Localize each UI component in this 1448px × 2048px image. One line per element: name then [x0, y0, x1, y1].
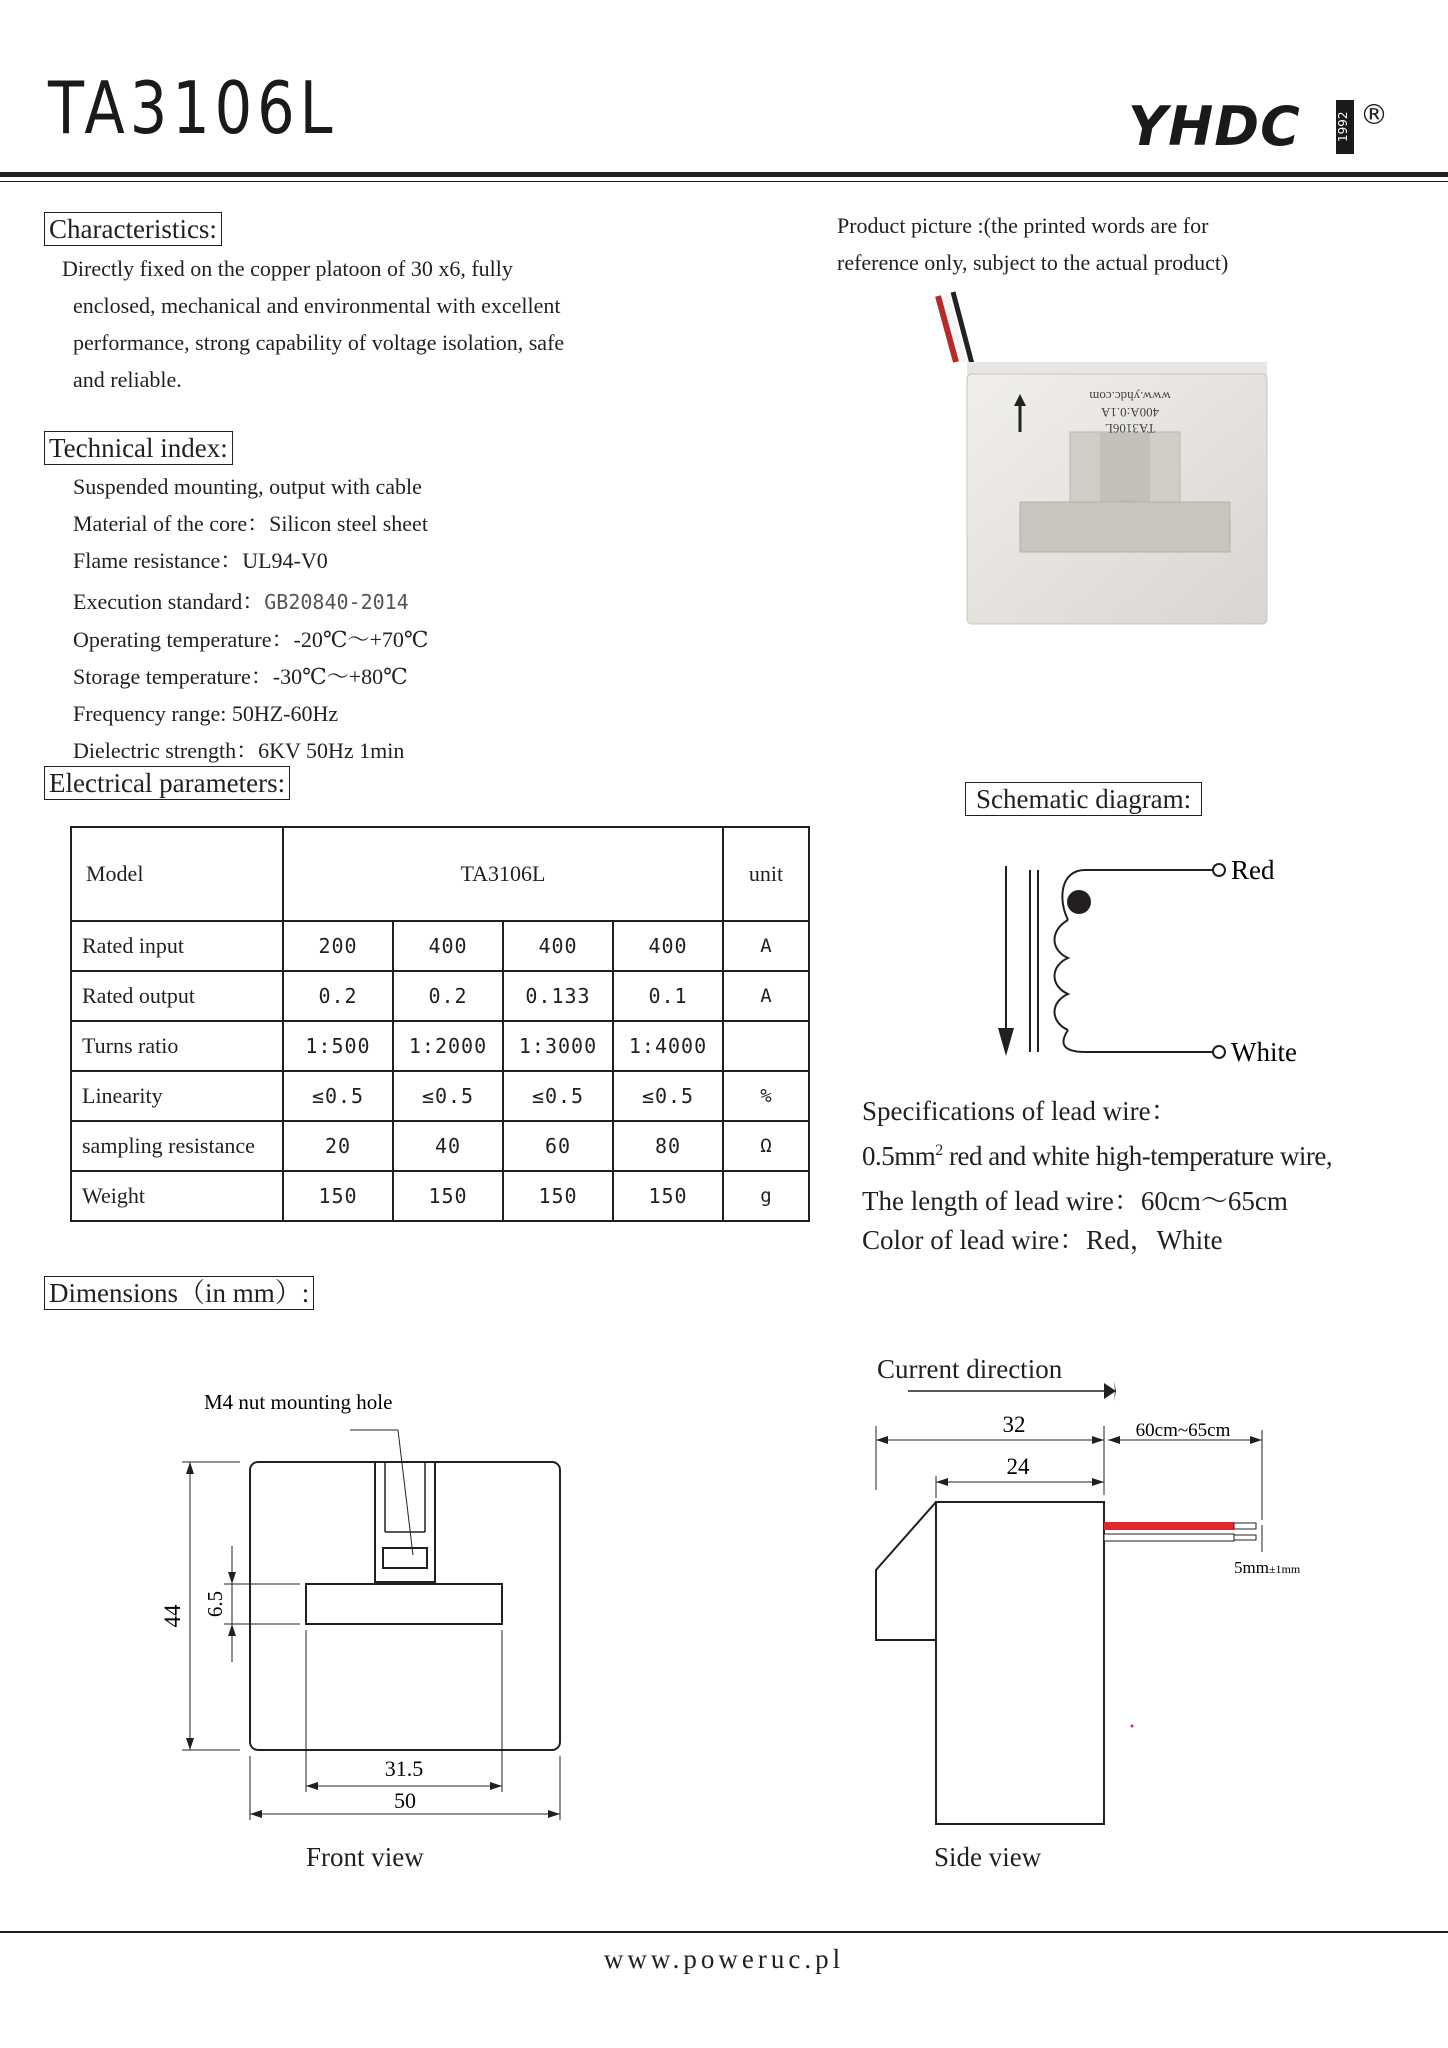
side-view-drawing [860, 1380, 1320, 1840]
flame-value: UL94-V0 [242, 548, 328, 573]
width-dimension: 50 [394, 1788, 416, 1813]
product-picture-caption [837, 207, 1228, 281]
technical-index-list [73, 468, 429, 769]
mounting-spec: Suspended mounting, output with cable [73, 474, 422, 499]
cell: 150 [283, 1171, 393, 1221]
standard-value: GB20840-2014 [264, 590, 409, 614]
cell: 1:500 [283, 1021, 393, 1071]
slot-width-dimension: 31.5 [384, 1756, 424, 1781]
storage-temp-value: -30℃～+80℃ [272, 664, 408, 689]
unit-cell: A [723, 921, 809, 971]
core-label: Material of the core： [73, 511, 270, 536]
cell: 1:3000 [503, 1021, 613, 1071]
white-terminal-icon [1213, 1046, 1225, 1058]
white-wire [1104, 1534, 1234, 1541]
footer-rule [0, 1931, 1448, 1933]
cell: ≤0.5 [613, 1071, 723, 1121]
flame-spec [73, 542, 429, 579]
brand-logo-year: 1992 [1336, 100, 1354, 154]
cell: ≤0.5 [283, 1071, 393, 1121]
product-photo [920, 282, 1280, 642]
current-arrow-icon [998, 1028, 1014, 1056]
brand-logo: YHDC [1128, 95, 1301, 158]
cell: 60 [503, 1121, 613, 1171]
side-body-outline [936, 1502, 1104, 1824]
header-rule [0, 172, 1448, 177]
cell: 200 [283, 921, 393, 971]
operating-temp-label: Operating temperature： [73, 627, 294, 652]
cell: 150 [393, 1171, 503, 1221]
electrical-heading: Electrical parameters: [44, 766, 290, 800]
unit-cell [723, 1021, 809, 1071]
secondary-coil [1055, 920, 1069, 1030]
table-row [71, 1021, 809, 1071]
strip-length-tolerance: ±1mm [1268, 1562, 1301, 1576]
core-spec [73, 505, 429, 542]
cell: 80 [613, 1121, 723, 1171]
slot-height-dimension: 6.5 [203, 1590, 227, 1618]
model-value: TA3106L [283, 827, 723, 921]
photo-label-ratio: 400A:0.1A [1100, 405, 1160, 420]
schematic-heading: Schematic diagram: [965, 782, 1202, 816]
cell: ≤0.5 [393, 1071, 503, 1121]
photo-label-web: www.yhdc.com [1089, 389, 1171, 404]
flame-label: Flame resistance： [73, 548, 243, 573]
lead-wire-color: Color of lead wire：Red，White [862, 1225, 1223, 1255]
unit-cell: g [723, 1171, 809, 1221]
cell: 150 [503, 1171, 613, 1221]
footer-url[interactable]: www.poweruc.pl [603, 1944, 845, 1974]
mounting-hole-callout: M4 nut mounting hole [204, 1390, 393, 1414]
characteristics-line: performance, strong capability of voltage isolation, safe [73, 330, 565, 355]
busbar-slot [306, 1584, 502, 1624]
row-label: Rated output [71, 971, 283, 1021]
lead-wire-type [862, 1131, 1332, 1176]
storage-temp-label: Storage temperature： [73, 664, 273, 689]
strip-length-value: 5mm [1234, 1558, 1269, 1577]
table-row [71, 1171, 809, 1221]
table-row [71, 971, 809, 1021]
row-label: Rated input [71, 921, 283, 971]
operating-temp-spec [73, 621, 429, 658]
lead-wire-specs [862, 1092, 1332, 1260]
cable-length-dimension: 60cm~65cm [1135, 1420, 1231, 1441]
row-label: Weight [71, 1171, 283, 1221]
table-row [71, 1121, 809, 1171]
standard-label: Execution standard： [73, 589, 265, 614]
side-bevel [876, 1502, 936, 1640]
red-terminal-label: Red [1231, 855, 1275, 885]
row-label: Turns ratio [71, 1021, 283, 1071]
row-label: sampling resistance [71, 1121, 283, 1171]
unit-cell: Ω [723, 1121, 809, 1171]
front-body-outline [250, 1462, 560, 1750]
table-row [71, 1071, 809, 1121]
cell: 400 [613, 921, 723, 971]
core-value: Silicon steel sheet [269, 511, 428, 536]
header-rule-thin [0, 181, 1448, 182]
cell: 0.1 [613, 971, 723, 1021]
current-direction-arrow-icon [1104, 1383, 1116, 1399]
technical-index-heading: Technical index: [44, 431, 233, 465]
red-wire [1104, 1522, 1234, 1530]
body-depth-dimension: 24 [1006, 1454, 1030, 1479]
operating-temp-value: -20℃～+70℃ [293, 627, 429, 652]
standard-spec [73, 583, 429, 621]
lead-wire-length: The length of lead wire：60cm～65cm [862, 1186, 1288, 1216]
cell: 40 [393, 1121, 503, 1171]
cell: 0.133 [503, 971, 613, 1021]
table-header-row [71, 827, 809, 921]
row-label: Linearity [71, 1071, 283, 1121]
dielectric-spec [73, 732, 429, 769]
table-row [71, 921, 809, 971]
dielectric-value: 6KV 50Hz 1min [258, 738, 405, 763]
frequency-spec: Frequency range: 50HZ-60Hz [73, 701, 339, 726]
characteristics-line: and reliable. [73, 367, 182, 392]
caption-line: reference only, subject to the actual product) [837, 250, 1229, 275]
characteristics-text [62, 250, 682, 398]
current-direction-label: Current direction [877, 1354, 1063, 1384]
cell: 400 [393, 921, 503, 971]
photo-label-model: TA3106L [1104, 421, 1156, 436]
cell: 400 [503, 921, 613, 971]
characteristics-line: enclosed, mechanical and environmental with excellent [73, 293, 561, 318]
caption-line: Product picture :(the printed words are for [837, 213, 1209, 238]
lead-wire-heading: Specifications of lead wire： [862, 1096, 1178, 1126]
front-view-drawing [140, 1390, 600, 1870]
cell: 1:2000 [393, 1021, 503, 1071]
schematic-diagram [980, 840, 1320, 1080]
polarity-dot-icon [1067, 890, 1091, 914]
depth-dimension: 32 [1002, 1412, 1026, 1437]
storage-temp-spec [73, 658, 429, 695]
cell: 150 [613, 1171, 723, 1221]
model-label: Model [71, 827, 283, 921]
white-terminal-label: White [1231, 1037, 1297, 1067]
front-view-caption: Front view [306, 1842, 424, 1872]
unit-label: unit [723, 827, 809, 921]
wire-gauge-exponent: 2 [935, 1142, 943, 1159]
unit-cell: % [723, 1071, 809, 1121]
red-terminal-icon [1213, 864, 1225, 876]
characteristics-line: Directly fixed on the copper platoon of 30 x6, fully [62, 256, 513, 281]
cell: 1:4000 [613, 1021, 723, 1071]
side-view-caption: Side view [934, 1842, 1042, 1872]
dielectric-label: Dielectric strength： [73, 738, 259, 763]
page-title: TA3106L [48, 66, 338, 150]
registered-mark: ® [1360, 98, 1388, 131]
strip-length-dimension [1234, 1558, 1301, 1577]
wire-description: red and white high-temperature wire, [942, 1141, 1333, 1171]
characteristics-heading: Characteristics: [44, 212, 222, 246]
cell: 0.2 [393, 971, 503, 1021]
cell: 20 [283, 1121, 393, 1171]
mounting-hole [383, 1548, 427, 1568]
cell: 0.2 [283, 971, 393, 1021]
wire-gauge: 0.5mm [862, 1141, 936, 1171]
dimensions-heading: Dimensions（in mm）: [44, 1276, 314, 1310]
unit-cell: A [723, 971, 809, 1021]
cell: ≤0.5 [503, 1071, 613, 1121]
electrical-parameters-table [70, 826, 810, 1222]
height-dimension: 44 [160, 1604, 185, 1628]
